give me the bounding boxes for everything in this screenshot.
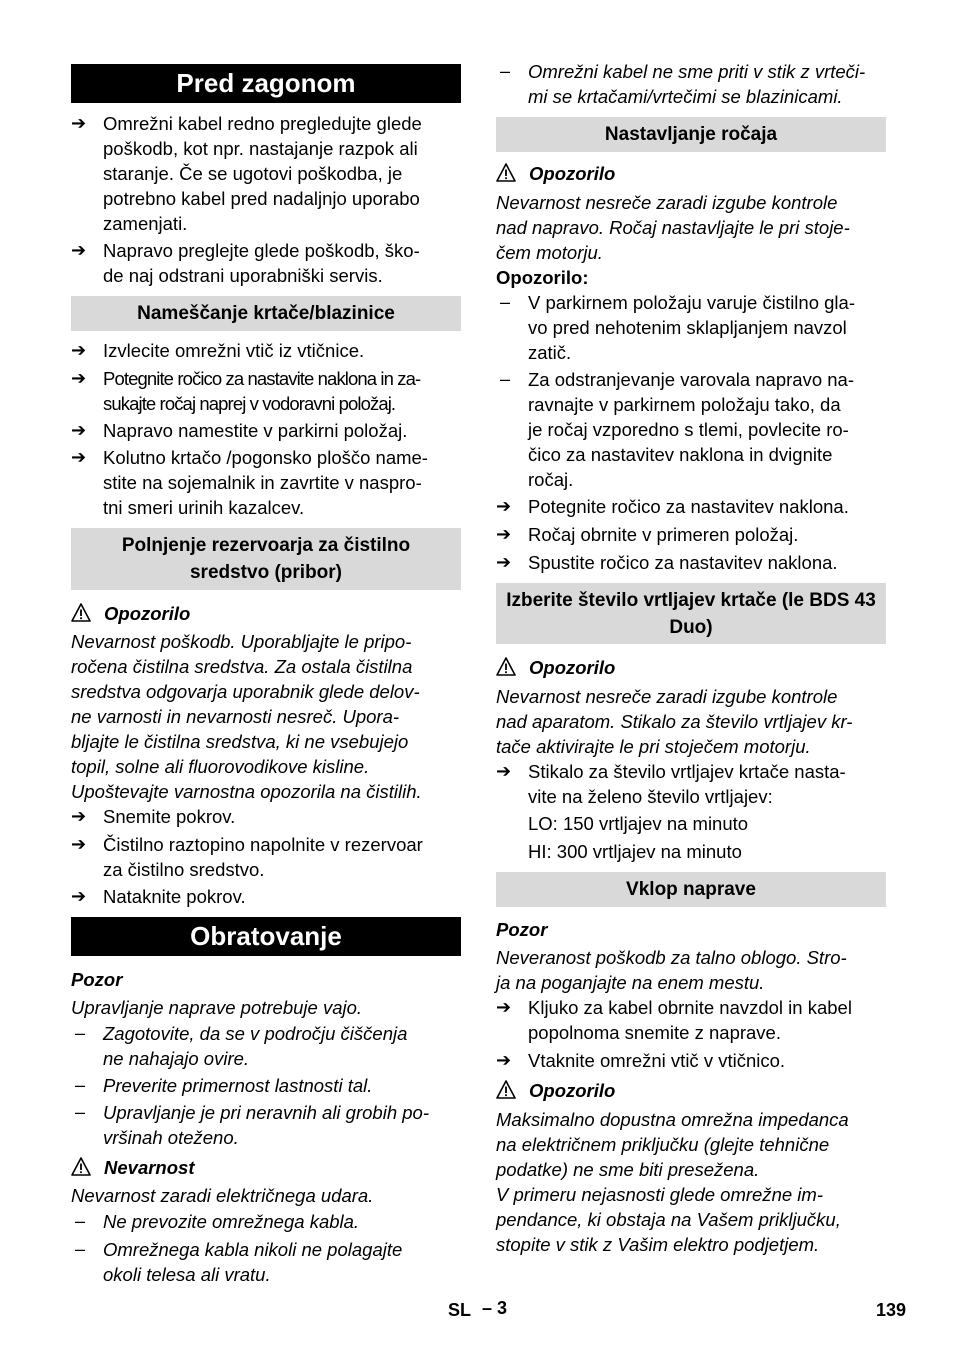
text-line: Ročaj obrnite v primeren položaj. (528, 524, 799, 545)
text-line: Kljuko za kabel obrnite navzdol in kabel (528, 997, 852, 1018)
arrow-right-icon: ➔ (71, 340, 87, 360)
text-line: ne varnosti in nevarnosti nesreč. Upora- (71, 706, 400, 727)
warning-triangle-icon (496, 163, 516, 182)
warning-triangle-icon (496, 1080, 516, 1099)
caution-label: Pozor (496, 919, 548, 940)
warning-label: Opozorilo (104, 603, 191, 624)
arrow-right-icon: ➔ (496, 761, 512, 781)
dash-bullet: – (75, 1023, 86, 1043)
arrow-right-icon: ➔ (71, 368, 87, 388)
text-line: ročaj. (528, 469, 574, 490)
arrow-right-icon: ➔ (71, 420, 87, 440)
text-line: Vtaknite omrežni vtič v vtičnico. (528, 1050, 786, 1071)
text-line: poškodb, kot npr. nastajanje razpok ali (103, 138, 418, 159)
text-line: topil, solne ali fluorovodikove kisline. (71, 756, 370, 777)
text-line: za čistilno sredstvo. (103, 859, 265, 880)
text-line: vite na želeno število vrtljajev: (528, 786, 773, 807)
text-line: LO: 150 vrtljajev na minuto (528, 813, 749, 834)
text-line: tače aktivirajte le pri stoječem motorju. (496, 736, 811, 757)
subsection-heading: Vklop naprave (496, 872, 886, 907)
text-line: podatke) ne sme biti presežena. (496, 1159, 760, 1180)
dash-bullet: – (75, 1102, 86, 1122)
text-line: Nataknite pokrov. (103, 886, 246, 907)
text-line: zatič. (528, 342, 572, 363)
subsection-heading: Nameščanje krtače/blazinice (71, 296, 461, 331)
text-line: ne nahajajo ovire. (103, 1048, 250, 1069)
arrow-right-icon: ➔ (496, 997, 512, 1017)
caution-label: Pozor (71, 969, 123, 990)
arrow-right-icon: ➔ (71, 113, 87, 133)
warning-triangle-icon (496, 657, 516, 676)
text-line: Za odstranjevanje varovala napravo na- (528, 369, 854, 390)
text-line: Stikalo za število vrtljajev krtače nasta- (528, 761, 846, 782)
text-line: Ne prevozite omrežnega kabla. (103, 1211, 360, 1232)
arrow-right-icon: ➔ (496, 496, 512, 516)
text-line: Upoštevajte varnostna opozorila na čistilih. (71, 781, 422, 802)
text-line: stopite v stik z Vašim elektro podjetjem. (496, 1234, 820, 1255)
text-line: nad aparatom. Stikalo za število vrtljajev kr- (496, 711, 853, 732)
text-line: Nevarnost nesreče zaradi izgube kontrole (496, 192, 838, 213)
text-line: Zagotovite, da se v področju čiščenja (103, 1023, 408, 1044)
dash-bullet: – (75, 1239, 86, 1259)
text-line: staranje. Če se ugotovi poškodba, je (103, 163, 403, 184)
text-line: Upravljanje naprave potrebuje vajo. (71, 997, 363, 1018)
dash-bullet: – (500, 369, 511, 389)
text-line: vršinah oteženo. (103, 1127, 239, 1148)
arrow-right-icon: ➔ (71, 886, 87, 906)
text-line: ročena čistilna sredstva. Za ostala čistilna (71, 656, 413, 677)
text-line: de naj odstrani uporabniški servis. (103, 265, 383, 286)
text-line: stite na sojemalnik in zavrtite v naspro- (103, 472, 422, 493)
footer-language: SL (448, 1300, 472, 1320)
arrow-right-icon: ➔ (496, 552, 512, 572)
text-line: bljajte le čistilna sredstva, ki ne vsebujejo (71, 731, 409, 752)
arrow-right-icon: ➔ (71, 447, 87, 467)
note-label: Opozorilo: (496, 267, 589, 288)
subsection-heading: Polnjenje rezervoarja za čistilno sredstvo (pribor) (71, 528, 461, 590)
text-line: ja na poganjajte na enem mestu. (496, 972, 765, 993)
warning-label: Opozorilo (529, 1080, 616, 1101)
subsection-heading: Izberite število vrtljajev krtače (le BDS 43 Duo) (496, 583, 886, 644)
text-line: Izvlecite omrežni vtič iz vtičnice. (103, 340, 365, 361)
text-line: pendance, ki obstaja na Vašem priključku, (496, 1209, 841, 1230)
text-line: čico za nastavitev naklona in dvignite (528, 444, 833, 465)
text-line: Kolutno krtačo /pogonsko ploščo name- (103, 447, 428, 468)
arrow-right-icon: ➔ (496, 524, 512, 544)
text-line: Neveranost poškodb za talno oblogo. Stro- (496, 947, 847, 968)
text-line: nad napravo. Ročaj nastavljajte le pri stoje- (496, 217, 850, 238)
text-line: Potegnite ročico za nastavitev naklona. (528, 496, 849, 517)
arrow-right-icon: ➔ (496, 1050, 512, 1070)
text-line: Nevarnost poškodb. Uporabljajte le pripo- (71, 631, 412, 652)
dash-bullet: – (75, 1075, 86, 1095)
text-line: na električnem priključku (glejte tehnične (496, 1134, 830, 1155)
section-heading: Pred zagonom (71, 64, 461, 103)
text-line: mi se krtačami/vrtečimi se blazinicami. (528, 86, 843, 107)
text-line: ravnajte v parkirnem položaju tako, da (528, 394, 841, 415)
text-line: Upravljanje je pri neravnih ali grobih po- (103, 1102, 429, 1123)
text-line: Omrežni kabel redno pregledujte glede (103, 113, 422, 134)
arrow-right-icon: ➔ (71, 806, 87, 826)
text-line: popolnoma snemite z naprave. (528, 1022, 781, 1043)
text-line: Preverite primernost lastnosti tal. (103, 1075, 373, 1096)
text-line: čem motorju. (496, 242, 603, 263)
text-line: Maksimalno dopustna omrežna impedanca (496, 1109, 849, 1130)
text-line: Čistilno raztopino napolnite v rezervoar (103, 834, 423, 855)
text-line: Spustite ročico za nastavitev naklona. (528, 552, 838, 573)
text-line: Omrežnega kabla nikoli ne polagajte (103, 1239, 403, 1260)
text-line: Napravo namestite v parkirni položaj. (103, 420, 408, 441)
text-line: Nevarnost zaradi električnega udara. (71, 1185, 374, 1206)
text-line: Nevarnost nesreče zaradi izgube kontrole (496, 686, 838, 707)
text-line: sukajte ročaj naprej v vodoravni položaj. (103, 393, 396, 414)
text-line: Snemite pokrov. (103, 806, 236, 827)
text-line: okoli telesa ali vratu. (103, 1264, 271, 1285)
warning-label: Opozorilo (529, 657, 616, 678)
warning-triangle-icon (71, 603, 91, 622)
text-line: tni smeri urinih kazalcev. (103, 497, 305, 518)
text-line: HI: 300 vrtljajev na minuto (528, 841, 742, 862)
text-line: je ročaj vzporedno s tlemi, povlecite ro- (528, 419, 849, 440)
danger-label: Nevarnost (104, 1157, 195, 1178)
text-line: V primeru nejasnosti glede omrežne im- (496, 1184, 823, 1205)
text-line: vo pred nehotenim sklapljanjem navzol (528, 317, 847, 338)
warning-triangle-icon (71, 1157, 91, 1176)
text-line: Napravo preglejte glede poškodb, ško- (103, 240, 420, 261)
subsection-heading: Nastavljanje ročaja (496, 117, 886, 152)
footer-section-page: – 3 (482, 1298, 508, 1318)
text-line: Omrežni kabel ne sme priti v stik z vrteči- (528, 61, 866, 82)
text-line: zamenjati. (103, 213, 188, 234)
text-line: sredstva odgovarja uporabnik glede delov- (71, 681, 420, 702)
dash-bullet: – (500, 292, 511, 312)
page-number: 139 (876, 1300, 907, 1320)
warning-label: Opozorilo (529, 163, 616, 184)
section-heading: Obratovanje (71, 917, 461, 956)
text-line: V parkirnem položaju varuje čistilno gla- (528, 292, 855, 313)
dash-bullet: – (75, 1211, 86, 1231)
text-line: potrebno kabel pred nadaljnjo uporabo (103, 188, 420, 209)
text-line: Potegnite ročico za nastavite naklona in za- (103, 368, 421, 389)
dash-bullet: – (500, 61, 511, 81)
arrow-right-icon: ➔ (71, 240, 87, 260)
arrow-right-icon: ➔ (71, 834, 87, 854)
